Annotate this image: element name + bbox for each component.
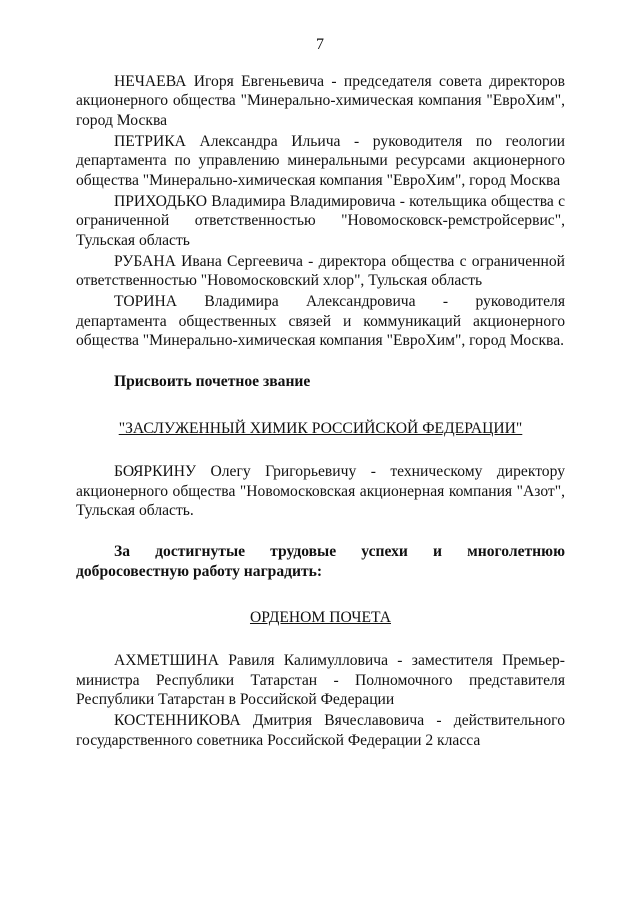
- page-number: 7: [316, 36, 324, 53]
- paragraph-petrik: ПЕТРИКА Александра Ильича - руководителя по геологии департамента по управлению минеральными ресурсами акционерного общества "Минерально-химическая компания "ЕвроХим", город Москва: [76, 132, 565, 189]
- document-body: [76, 72, 565, 752]
- paragraph-kostennikov: КОСТЕННИКОВА Дмитрия Вячеславовича - действительного государственного советника Российской Федерации 2 класса: [76, 712, 565, 749]
- heading-assign-title: Присвоить почетное звание: [114, 373, 311, 391]
- title-order-of-honour: ОРДЕНОМ ПОЧЕТА: [249, 608, 391, 626]
- paragraph-akhmetshin: АХМЕТШИНА Равиля Калимулловича - заместителя Премьер-министра Республики Татарстан - Полномочного представителя Республики Татарстан в Российской Федерации: [76, 652, 565, 709]
- paragraph-nechaev: НЕЧАЕВА Игоря Евгеньевича - председателя совета директоров акционерного общества "Минерально-химическая компания "ЕвроХим", город Москва: [76, 73, 565, 129]
- paragraph-prikhodko: ПРИХОДЬКО Владимира Владимировича - котельщика общества с ограниченной ответственностью "Новомосковск-ремстройсервис", Тульская область: [76, 192, 565, 249]
- paragraph-torin: ТОРИНА Владимира Александровича - руководителя департамента общественных связей и коммуникаций акционерного общества "Минерально-химическая компания "ЕвроХим", город Москва.: [76, 293, 565, 350]
- paragraph-ruban: РУБАНА Ивана Сергеевича - директора общества с ограниченной ответственностью "Новомосковский хлор", Тульская область: [76, 252, 565, 290]
- paragraph-boyarkin: БОЯРКИНУ Олегу Григорьевичу - техническому директору акционерного общества "Новомосковская акционерная компания "Азот", Тульская область.: [76, 463, 565, 520]
- heading-award-order: За достигнутые трудовые успехи и многолетнюю добросовестную работу наградить:: [76, 543, 565, 580]
- title-honored-chemist: "ЗАСЛУЖЕННЫЙ ХИМИК РОССИЙСКОЙ ФЕДЕРАЦИИ": [118, 419, 523, 437]
